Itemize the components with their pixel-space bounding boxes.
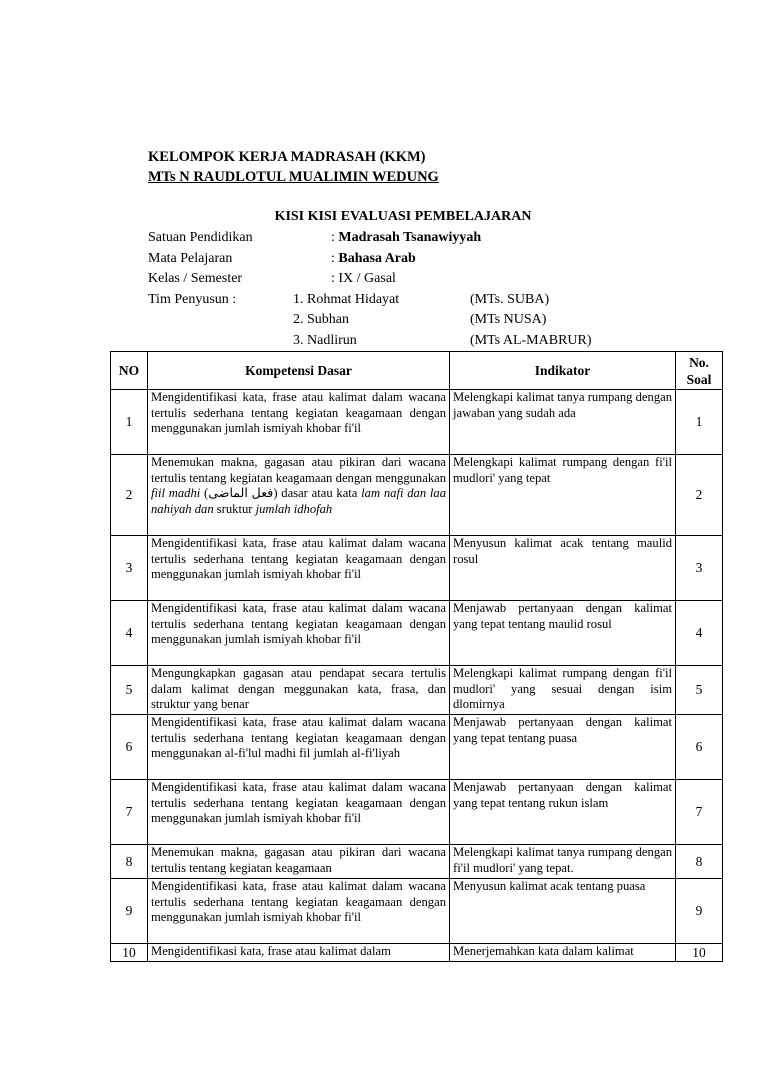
team-member xyxy=(293,310,693,330)
cell-soal: 1 xyxy=(676,390,723,455)
cell-indikator: Menyusun kalimat acak tentang maulid rosul xyxy=(450,536,676,601)
cell-kompetensi: Mengidentifikasi kata, frase atau kalimat dalam wacana tertulis sederhana tentang kegiatan keagamaan dengan menggunakan jumlah ismiyah khobar fi'il xyxy=(148,536,450,601)
table-row xyxy=(111,666,723,715)
table-row xyxy=(111,536,723,601)
cell-soal: 5 xyxy=(676,666,723,715)
cell-no: 10 xyxy=(111,944,148,962)
cell-soal: 3 xyxy=(676,536,723,601)
cell-soal: 7 xyxy=(676,780,723,845)
cell-kompetensi: Mengidentifikasi kata, frase atau kalimat dalam wacana tertulis sederhana tentang kegiatan keagamaan dengan menggunakan al-fi'lul madhi fil jumlah al-fi'liyah xyxy=(148,715,450,780)
info-label: Mata Pelajaran xyxy=(148,251,233,266)
info-row-satuan xyxy=(148,228,708,248)
cell-no: 1 xyxy=(111,390,148,455)
table-row xyxy=(111,455,723,536)
cell-kompetensi: Mengidentifikasi kata, frase atau kalimat dalam wacana tertulis sederhana tentang kegiatan keagamaan dengan menggunakan jumlah ismiyah khobar fi'il xyxy=(148,390,450,455)
cell-no: 2 xyxy=(111,455,148,536)
member-name: 1. Rohmat Hidayat xyxy=(293,292,400,307)
kisi-table xyxy=(110,351,723,962)
cell-indikator: Melengkapi kalimat tanya rumpang dengan fi'il mudlori' yang tepat. xyxy=(450,845,676,879)
cell-indikator: Melengkapi kalimat tanya rumpang dengan jawaban yang sudah ada xyxy=(450,390,676,455)
cell-no: 4 xyxy=(111,601,148,666)
team-label: Tim Penyusun : xyxy=(148,292,237,307)
member-org: (MTs. SUBA) xyxy=(470,292,550,307)
cell-no: 5 xyxy=(111,666,148,715)
cell-soal: 8 xyxy=(676,845,723,879)
info-label: Satuan Pendidikan xyxy=(148,230,253,245)
member-org: (MTs AL-MABRUR) xyxy=(470,333,592,348)
info-value: : Bahasa Arab xyxy=(331,251,416,266)
cell-kompetensi: Menemukan makna, gagasan atau pikiran dari wacana tertulis tentang kegiatan keagamaan xyxy=(148,845,450,879)
cell-soal: 2 xyxy=(676,455,723,536)
team-member xyxy=(293,290,693,310)
cell-kompetensi: Mengidentifikasi kata, frase atau kalimat dalam wacana tertulis sederhana tentang kegiatan keagamaan dengan menggunakan jumlah ismiyah khobar fi'il xyxy=(148,879,450,944)
table-row xyxy=(111,715,723,780)
cell-indikator: Melengkapi kalimat rumpang dengan fi'il mudlori' yang sesuai dengan isim dlomirnya xyxy=(450,666,676,715)
header-school: MTs N RAUDLOTUL MUALIMIN WEDUNG xyxy=(148,169,439,185)
cell-soal: 6 xyxy=(676,715,723,780)
table-row xyxy=(111,944,723,962)
cell-no: 3 xyxy=(111,536,148,601)
team-member xyxy=(293,331,693,351)
cell-kompetensi: Mengidentifikasi kata, frase atau kalimat dalam wacana tertulis sederhana tentang kegiatan keagamaan dengan menggunakan jumlah ismiyah khobar fi'il xyxy=(148,780,450,845)
table-row xyxy=(111,601,723,666)
header-kompetensi-dasar: Kompetensi Dasar xyxy=(148,352,450,390)
cell-no: 8 xyxy=(111,845,148,879)
member-org: (MTs NUSA) xyxy=(470,312,547,327)
cell-soal: 10 xyxy=(676,944,723,962)
info-label: Kelas / Semester xyxy=(148,271,243,286)
info-row-mapel xyxy=(148,249,708,269)
info-row-kelas xyxy=(148,269,708,289)
cell-indikator: Menyusun kalimat acak tentang puasa xyxy=(450,879,676,944)
cell-indikator: Melengkapi kalimat rumpang dengan fi'il mudlori' yang tepat xyxy=(450,455,676,536)
header-no-soal: No. Soal xyxy=(676,352,723,390)
table-header-row xyxy=(111,352,723,390)
table-row xyxy=(111,879,723,944)
cell-indikator: Menjawab pertanyaan dengan kalimat yang tepat tentang maulid rosul xyxy=(450,601,676,666)
info-value: : Madrasah Tsanawiyyah xyxy=(331,230,482,245)
member-name: 2. Subhan xyxy=(293,312,349,327)
header-indikator: Indikator xyxy=(450,352,676,390)
table-row xyxy=(111,390,723,455)
member-name: 3. Nadlirun xyxy=(293,333,357,348)
cell-kompetensi: Mengungkapkan gagasan atau pendapat secara tertulis dalam kalimat dengan meggunakan kata, frasa, dan struktur yang benar xyxy=(148,666,450,715)
cell-kompetensi: Menemukan makna, gagasan atau pikiran dari wacana tertulis tentang kegiatan keagamaan dengan menggunakan fiil madhi (فعل الماضى) dasar atau kata lam nafi dan laa nahiyah dan sruktur jumlah idhofah xyxy=(148,455,450,536)
header-no: NO xyxy=(111,352,148,390)
table-row xyxy=(111,845,723,879)
cell-no: 6 xyxy=(111,715,148,780)
cell-no: 7 xyxy=(111,780,148,845)
cell-indikator: Menjawab pertanyaan dengan kalimat yang tepat tentang rukun islam xyxy=(450,780,676,845)
cell-kompetensi: Mengidentifikasi kata, frase atau kalimat dalam wacana tertulis sederhana tentang kegiatan keagamaan dengan menggunakan jumlah ismiyah khobar fi'il xyxy=(148,601,450,666)
table-row xyxy=(111,780,723,845)
cell-kompetensi: Mengidentifikasi kata, frase atau kalimat dalam xyxy=(148,944,450,962)
cell-indikator: Menerjemahkan kata dalam kalimat xyxy=(450,944,676,962)
cell-no: 9 xyxy=(111,879,148,944)
info-value: : IX / Gasal xyxy=(331,271,396,286)
cell-soal: 9 xyxy=(676,879,723,944)
cell-soal: 4 xyxy=(676,601,723,666)
cell-indikator: Menjawab pertanyaan dengan kalimat yang tepat tentang puasa xyxy=(450,715,676,780)
header-organization: KELOMPOK KERJA MADRASAH (KKM) xyxy=(148,149,426,165)
document-title: KISI KISI EVALUASI PEMBELAJARAN xyxy=(274,209,532,224)
